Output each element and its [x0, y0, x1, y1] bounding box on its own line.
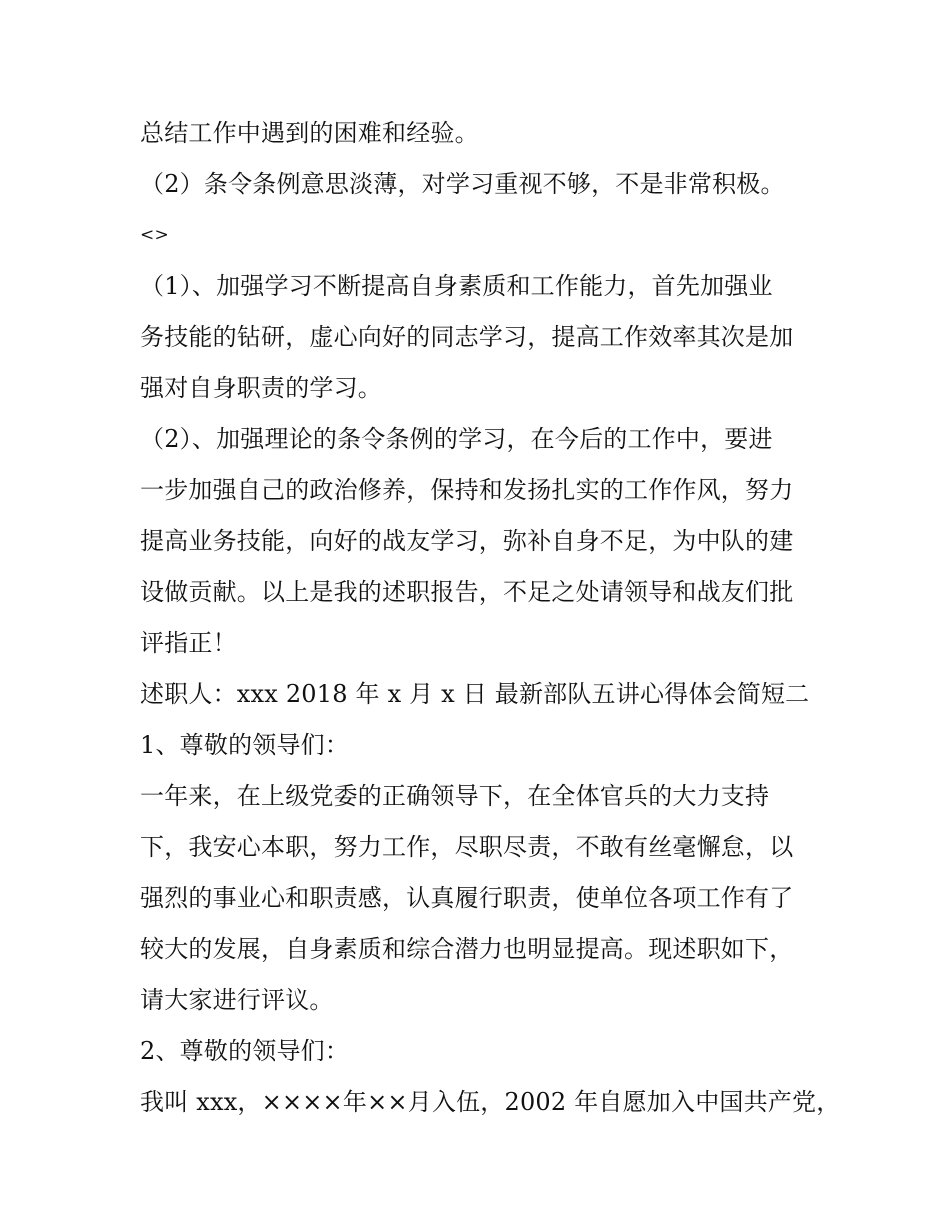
text-line: 述职人：xxx 2018 年 x 月 x 日 最新部队五讲心得体会简短二 [140, 680, 810, 708]
text-line: 设做贡献。以上是我的述职报告，不足之处请领导和战友们批 [140, 578, 794, 606]
text-line: 强对自身职责的学习。 [140, 374, 382, 402]
text-line: （1）、加强学习不断提高自身素质和工作能力，首先加强业 [140, 272, 773, 300]
text-line: 请大家进行评议。 [140, 986, 334, 1014]
text-line: 2、尊敬的领导们： [140, 1037, 350, 1065]
text-line: 务技能的钻研，虚心向好的同志学习，提高工作效率其次是加 [140, 323, 794, 351]
text-line: 下，我安心本职，努力工作，尽职尽责，不敢有丝毫懈怠，以 [140, 833, 794, 861]
document-body [140, 108, 841, 1128]
text-line: （2）条令条例意思淡薄，对学习重视不够，不是非常积极。 [140, 170, 785, 198]
text-line: 总结工作中遇到的困难和经验。 [140, 119, 479, 147]
text-line: <> [140, 225, 169, 245]
text-line: 一年来，在上级党委的正确领导下，在全体官兵的大力支持 [140, 782, 770, 810]
text-line: 一步加强自己的政治修养，保持和发扬扎实的工作作风，努力 [140, 476, 794, 504]
text-line: 我叫 xxx，××××年××月入伍，2002 年自愿加入中国共产党， [140, 1088, 841, 1116]
text-line: 提高业务技能，向好的战友学习，弥补自身不足，为中队的建 [140, 527, 794, 555]
text-line: （2）、加强理论的条令条例的学习，在今后的工作中，要进 [140, 425, 773, 453]
text-line: 评指正！ [140, 629, 237, 657]
text-line: 较大的发展，自身素质和综合潜力也明显提高。现述职如下， [140, 935, 794, 963]
text-line: 1、尊敬的领导们： [140, 731, 350, 759]
text-line: 强烈的事业心和职责感，认真履行职责，使单位各项工作有了 [140, 884, 794, 912]
